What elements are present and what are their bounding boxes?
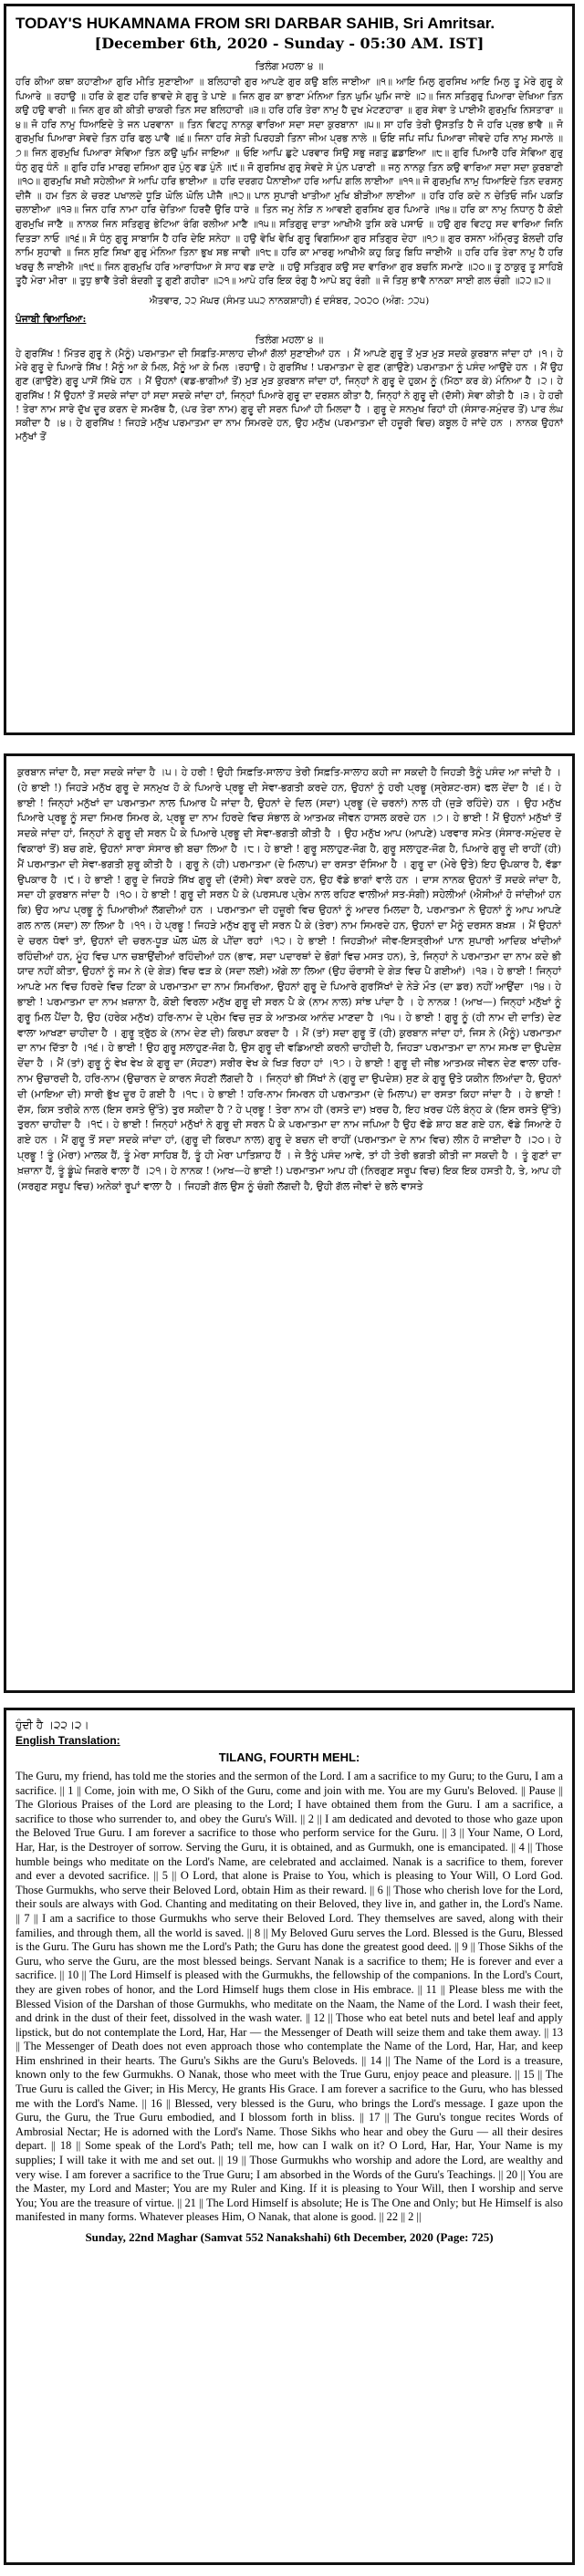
punjabi-explanation-panel — [4, 753, 575, 1693]
punjabi-date-line: ਐਤਵਾਰ, ੨੨ ਮੱਘਰ (ਸੰਮਤ ੫੫੨ ਨਾਨਕਸ਼ਾਹੀ) ੬ ਦਸੰਬਰ, ੨੦੨੦ (ਅੰਗ: ੭੨੫) — [149, 295, 430, 306]
punjabi-explanation-label: ਪੰਜਾਬੀ ਵਿਆਖਿਆ: — [16, 313, 87, 325]
punjabi-closing-line: ਹੁੰਦੀ ਹੈ ।੨੨।੨। — [16, 1719, 89, 1731]
english-translation-panel — [4, 1708, 575, 2565]
gurbani-text: ਹਰਿ ਕੀਆ ਕਥਾ ਕਹਾਣੀਆ ਗੁਰਿ ਮੀਤਿ ਸੁਣਾਈਆ ॥ ਬਲਿਹਾਰੀ ਗੁਰ ਆਪਣੇ ਗੁਰ ਕਉ ਬਲਿ ਜਾਈਆ ॥੧॥ ਆਇ ਮਿਲੁ ਗੁਰਸਿਖ ਆਇ ਮਿਲੁ ਤੂ ਮੇਰੇ ਗੁਰੂ ਕੇ ਪਿਆਰੇ ॥ ਰਹਾਉ ॥ ਹਰਿ ਕੇ ਗੁਣ ਹਰਿ ਭਾਵਦੇ ਸੇ ਗੁਰੂ ਤੇ ਪਾਏ ॥ ਜਿਨ ਗੁਰ ਕਾ ਭਾਣਾ ਮੰਨਿਆ ਤਿਨ ਘੁਮਿ ਘੁਮਿ ਜਾਏ ॥੨॥ ਜਿਨ ਸਤਿਗੁਰੁ ਪਿਆਰਾ ਦੇਖਿਆ ਤਿਨ ਕਉ ਹਉ ਵਾਰੀ ॥ ਜਿਨ ਗੁਰ ਕੀ ਕੀਤੀ ਚਾਕਰੀ ਤਿਨ ਸਦ ਬਲਿਹਾਰੀ ॥੩॥ ਹਰਿ ਹਰਿ ਤੇਰਾ ਨਾਮੁ ਹੈ ਦੁਖ ਮੇਟਣਹਾਰਾ ॥ ਗੁਰ ਸੇਵਾ ਤੇ ਪਾਈਐ ਗੁਰਮੁਖਿ ਨਿਸਤਾਰਾ ॥੪॥ ਜੋ ਹਰਿ ਨਾਮੁ ਧਿਆਇਦੇ ਤੇ ਜਨ ਪਰਵਾਨਾ ॥ ਤਿਨ ਵਿਟਹੁ ਨਾਨਕੁ ਵਾਰਿਆ ਸਦਾ ਸਦਾ ਕੁਰਬਾਨਾ ॥੫॥ ਸਾ ਹਰਿ ਤੇਰੀ ਉਸਤਤਿ ਹੈ ਜੋ ਹਰਿ ਪ੍ਰਭ ਭਾਵੈ ॥ ਜੋ ਗੁਰਮੁਖਿ ਪਿਆਰਾ ਸੇਵਦੇ ਤਿਨ ਹਰਿ ਫਲੁ ਪਾਵੈ ॥੬॥ ਜਿਨਾ ਹਰਿ ਸੇਤੀ ਪਿਰਹੜੀ ਤਿਨਾ ਜੀਅ ਪ੍ਰਭ ਨਾਲੇ ॥ ਓਇ ਜਪਿ ਜਪਿ ਪਿਆਰਾ ਜੀਵਦੇ ਹਰਿ ਨਾਮੁ ਸਮਾਲੇ ॥੭॥ ਜਿਨ ਗੁਰਮੁਖਿ ਪਿਆਰਾ ਸੇਵਿਆ ਤਿਨ ਕਉ ਘੁਮਿ ਜਾਇਆ ॥ ਓਇ ਆਪਿ ਛੁਟੇ ਪਰਵਾਰ ਸਿਉ ਸਭੁ ਜਗਤੁ ਛਡਾਇਆ ॥੮॥ ਗੁਰਿ ਪਿਆਰੈ ਹਰਿ ਸੇਵਿਆ ਗੁਰੁ ਧੰਨੁ ਗੁਰੁ ਧੰਨੋ ॥ ਗੁਰਿ ਹਰਿ ਮਾਰਗੁ ਦਸਿਆ ਗੁਰ ਪੁੰਨੁ ਵਡ ਪੁੰਨੋ ॥੯॥ ਜੋ ਗੁਰਸਿਖ ਗੁਰੁ ਸੇਵਦੇ ਸੇ ਪੁੰਨ ਪਰਾਣੀ ॥ ਜਨੁ ਨਾਨਕੁ ਤਿਨ ਕਉ ਵਾਰਿਆ ਸਦਾ ਸਦਾ ਕੁਰਬਾਣੀ ॥੧੦॥ ਗੁਰਮੁਖਿ ਸਖੀ ਸਹੇਲੀਆ ਸੇ ਆਪਿ ਹਰਿ ਭਾਈਆ ॥ ਹਰਿ ਦਰਗਹ ਪੈਨਾਈਆ ਹਰਿ ਆਪਿ ਗਲਿ ਲਾਈਆ ॥੧੧॥ ਜੋ ਗੁਰਮੁਖਿ ਨਾਮੁ ਧਿਆਇਦੇ ਤਿਨ ਦਰਸਨੁ ਦੀਜੈ ॥ ਹਮ ਤਿਨ ਕੇ ਚਰਣ ਪਖਾਲਦੇ ਧੂੜਿ ਘੋਲਿ ਘੋਲਿ ਪੀਜੈ ॥੧੨॥ ਪਾਨ ਸੁਪਾਰੀ ਖਾਤੀਆ ਮੁਖਿ ਬੀੜੀਆ ਲਾਈਆ ॥ ਹਰਿ ਹਰਿ ਕਦੇ ਨ ਚੇਤਿਓ ਜਮਿ ਪਕੜਿ ਚਲਾਈਆ ॥੧੩॥ ਜਿਨ ਹਰਿ ਨਾਮਾ ਹਰਿ ਚੇਤਿਆ ਹਿਰਦੈ ਉਰਿ ਧਾਰੇ ॥ ਤਿਨ ਜਮੁ ਨੇੜਿ ਨ ਆਵਈ ਗੁਰਸਿਖ ਗੁਰ ਪਿਆਰੇ ॥੧੪॥ ਹਰਿ ਕਾ ਨਾਮੁ ਨਿਧਾਨੁ ਹੈ ਕੋਈ ਗੁਰਮੁਖਿ ਜਾਣੈ ॥ ਨਾਨਕ ਜਿਨ ਸਤਿਗੁਰੁ ਭੇਟਿਆ ਰੰਗਿ ਰਲੀਆ ਮਾਣੈ ॥੧੫॥ ਸਤਿਗੁਰੁ ਦਾਤਾ ਆਖੀਐ ਤੁਸਿ ਕਰੇ ਪਸਾਓ ॥ ਹਉ ਗੁਰ ਵਿਟਹੁ ਸਦ ਵਾਰਿਆ ਜਿਨਿ ਦਿਤੜਾ ਨਾਓ ॥੧੬॥ ਸੋ ਧੰਨੁ ਗੁਰੂ ਸਾਬਾਸਿ ਹੈ ਹਰਿ ਦੇਇ ਸਨੇਹਾ ॥ ਹਉ ਵੇਖਿ ਵੇਖਿ ਗੁਰੂ ਵਿਗਸਿਆ ਗੁਰ ਸਤਿਗੁਰ ਦੇਹਾ ॥੧੭॥ ਗੁਰ ਰਸਨਾ ਅੰਮ੍ਰਿਤੁ ਬੋਲਦੀ ਹਰਿ ਨਾਮਿ ਸੁਹਾਵੀ ॥ ਜਿਨ ਸੁਣਿ ਸਿਖਾ ਗੁਰੁ ਮੰਨਿਆ ਤਿਨਾ ਭੁਖ ਸਭ ਜਾਵੀ ॥੧੮॥ ਹਰਿ ਕਾ ਮਾਰਗੁ ਆਖੀਐ ਕਹੁ ਕਿਤੁ ਬਿਧਿ ਜਾਈਐ ॥ ਹਰਿ ਹਰਿ ਤੇਰਾ ਨਾਮੁ ਹੈ ਹਰਿ ਖਰਚੁ ਲੈ ਜਾਈਐ ॥੧੯॥ ਜਿਨ ਗੁਰਮੁਖਿ ਹਰਿ ਆਰਾਧਿਆ ਸੇ ਸਾਹ ਵਡ ਦਾਣੇ ॥ ਹਉ ਸਤਿਗੁਰ ਕਉ ਸਦ ਵਾਰਿਆ ਗੁਰ ਬਚਨਿ ਸਮਾਣੇ ॥੨੦॥ ਤੂ ਠਾਕੁਰੁ ਤੂ ਸਾਹਿਬੋ ਤੂਹੈ ਮੇਰਾ ਮੀਰਾ ॥ ਤੁਧੁ ਭਾਵੈ ਤੇਰੀ ਬੰਦਗੀ ਤੂ ਗੁਣੀ ਗਹੀਰਾ ॥੨੧॥ ਆਪੇ ਹਰਿ ਇਕ ਰੰਗੁ ਹੈ ਆਪੇ ਬਹੁ ਰੰਗੀ ॥ ਜੋ ਤਿਸੁ ਭਾਵੈ ਨਾਨਕਾ ਸਾਈ ਗਲ ਚੰਗੀ ॥੨੨॥੨॥ — [16, 77, 563, 287]
punjabi-raag-heading: ਤਿਲੰਗ ਮਹਲਾ ੪ ॥ — [255, 333, 324, 346]
punjabi-explanation-part2: ਕੁਰਬਾਨ ਜਾਂਦਾ ਹੈ, ਸਦਾ ਸਦਕੇ ਜਾਂਦਾ ਹੈ ।੫। ਹੇ ਹਰੀ ! ਉਹੀ ਸਿਫ਼ਤਿ-ਸਾਲਾਹ ਤੇਰੀ ਸਿਫ਼ਤਿ-ਸਾਲਾਹ ਕਹੀ ਜਾ ਸਕਦੀ ਹੈ ਜਿਹੜੀ ਤੈਨੂੰ ਪਸੰਦ ਆ ਜਾਂਦੀ ਹੈ । (ਹੇ ਭਾਈ !) ਜਿਹੜੇ ਮਨੁੱਖ ਗੁਰੂ ਦੇ ਸਨਮੁਖ ਹੋ ਕੇ ਪਿਆਰੇ ਪ੍ਰਭੂ ਦੀ ਸੇਵਾ-ਭਗਤੀ ਕਰਦੇ ਹਨ, ਉਹਨਾਂ ਨੂੰ ਹਰੀ ਪ੍ਰਭੂ (ਸ੍ਰੇਸ਼ਟ-ਰਸ) ਫਲ ਦੇਂਦਾ ਹੈ ।੬। ਹੇ ਭਾਈ ! ਜਿਨ੍ਹਾਂ ਮਨੁੱਖਾਂ ਦਾ ਪਰਮਾਤਮਾ ਨਾਲ ਪਿਆਰ ਪੈ ਜਾਂਦਾ ਹੈ, ਉਹਨਾਂ ਦੇ ਦਿਲ (ਸਦਾ) ਪ੍ਰਭੂ (ਦੇ ਚਰਨਾਂ) ਨਾਲ ਹੀ (ਜੁੜੇ ਰਹਿੰਦੇ) ਹਨ । ਉਹ ਮਨੁੱਖ ਪਿਆਰੇ ਪ੍ਰਭੂ ਨੂੰ ਸਦਾ ਸਿਮਰ ਸਿਮਰ ਕੇ, ਪ੍ਰਭੂ ਦਾ ਨਾਮ ਹਿਰਦੇ ਵਿਚ ਸੰਭਾਲ ਕੇ ਆਤਮਕ ਜੀਵਨ ਹਾਸਲ ਕਰਦੇ ਹਨ ।੭। ਹੇ ਭਾਈ ! ਮੈਂ ਉਹਨਾਂ ਮਨੁੱਖਾਂ ਤੋਂ ਸਦਕੇ ਜਾਂਦਾ ਹਾਂ, ਜਿਨ੍ਹਾਂ ਨੇ ਗੁਰੂ ਦੀ ਸਰਨ ਪੈ ਕੇ ਪਿਆਰੇ ਪ੍ਰਭੂ ਦੀ ਸੇਵਾ-ਭਗਤੀ ਕੀਤੀ ਹੈ । ਉਹ ਮਨੁੱਖ ਆਪ (ਆਪਣੇ) ਪਰਵਾਰ ਸਮੇਤ (ਸੰਸਾਰ-ਸਮੁੰਦਰ ਦੇ ਵਿਕਾਰਾਂ ਤੋਂ) ਬਚ ਗਏ, ਉਹਨਾਂ ਸਾਰਾ ਸੰਸਾਰ ਭੀ ਬਚਾ ਲਿਆ ਹੈ ।੮। ਹੇ ਭਾਈ ! ਗੁਰੂ ਸਲਾਹੁਣ-ਜੋਗ ਹੈ, ਗੁਰੂ ਸਲਾਹੁਣ-ਜੋਗ ਹੈ, ਪਿਆਰੇ ਗੁਰੂ ਦੀ ਰਾਹੀਂ (ਹੀ) ਮੈਂ ਪਰਮਾਤਮਾ ਦੀ ਸੇਵਾ-ਭਗਤੀ ਸ਼ੁਰੂ ਕੀਤੀ ਹੈ । ਗੁਰੂ ਨੇ (ਹੀ) ਪਰਮਾਤਮਾ (ਦੇ ਮਿਲਾਪ) ਦਾ ਰਸਤਾ ਦੱਸਿਆ ਹੈ । ਗੁਰੂ ਦਾ (ਮੇਰੇ ਉਤੇ) ਇਹ ਉਪਕਾਰ ਹੈ, ਵੱਡਾ ਉਪਕਾਰ ਹੈ ।੯। ਹੇ ਭਾਈ ! ਗੁਰੂ ਦੇ ਜਿਹੜੇ ਸਿੱਖ ਗੁਰੂ ਦੀ (ਦੱਸੀ) ਸੇਵਾ ਕਰਦੇ ਹਨ, ਉਹ ਵੱਡੇ ਭਾਗਾਂ ਵਾਲੇ ਹਨ । ਦਾਸ ਨਾਨਕ ਉਹਨਾਂ ਤੋਂ ਸਦਕੇ ਜਾਂਦਾ ਹੈ, ਸਦਾ ਹੀ ਕੁਰਬਾਨ ਜਾਂਦਾ ਹੈ ।੧੦। ਹੇ ਭਾਈ ! ਗੁਰੂ ਦੀ ਸਰਨ ਪੈ ਕੇ (ਪਰਸਪਰ ਪ੍ਰੇਮ ਨਾਲ ਰਹਿਣ ਵਾਲੀਆਂ ਸਤ-ਸੰਗੀ) ਸਹੇਲੀਆਂ (ਐਸੀਆਂ ਹੋ ਜਾਂਦੀਆਂ ਹਨ ਕਿ) ਉਹ ਆਪ ਪ੍ਰਭੂ ਨੂੰ ਪਿਆਰੀਆਂ ਲੱਗਦੀਆਂ ਹਨ । ਪਰਮਾਤਮਾ ਦੀ ਹਜ਼ੂਰੀ ਵਿਚ ਉਹਨਾਂ ਨੂੰ ਆਦਰ ਮਿਲਦਾ ਹੈ, ਪਰਮਾਤਮਾ ਨੇ ਉਹਨਾਂ ਨੂੰ ਆਪ ਆਪਣੇ ਗਲ ਨਾਲ (ਸਦਾ) ਲਾ ਲਿਆ ਹੈ ।੧੧। ਹੇ ਪ੍ਰਭੂ ! ਜਿਹੜੇ ਮਨੁੱਖ ਗੁਰੂ ਦੀ ਸਰਨ ਪੈ ਕੇ (ਤੇਰਾ) ਨਾਮ ਸਿਮਰਦੇ ਹਨ, ਉਹਨਾਂ ਦਾ ਮੈਨੂੰ ਦਰਸਨ ਬਖ਼ਸ਼ । ਮੈਂ ਉਹਨਾਂ ਦੇ ਚਰਨ ਧੋਵਾਂ ਤਾਂ, ਉਹਨਾਂ ਦੀ ਚਰਨ-ਧੂੜ ਘੋਲ ਘੋਲ ਕੇ ਪੀਂਦਾ ਰਹਾਂ ।੧੨। ਹੇ ਭਾਈ ! ਜਿਹੜੀਆਂ ਜੀਵ-ਇਸਤ੍ਰੀਆਂ ਪਾਨ ਸੁਪਾਰੀ ਆਦਿਕ ਖਾਂਦੀਆਂ ਰਹਿੰਦੀਆਂ ਹਨ, ਮੂੰਹ ਵਿਚ ਪਾਨ ਚਬਾਉਂਦੀਆਂ ਰਹਿੰਦੀਆਂ ਹਨ (ਭਾਵ, ਸਦਾ ਪਦਾਰਥਾਂ ਦੇ ਭੋਗਾਂ ਵਿਚ ਮਸਤ ਹਨ), ਤੇ, ਜਿਨ੍ਹਾਂ ਨੇ ਪਰਮਾਤਮਾ ਦਾ ਨਾਮ ਕਦੇ ਭੀ ਯਾਦ ਨਹੀਂ ਕੀਤਾ, ਉਹਨਾਂ ਨੂੰ ਜਮ ਨੇ (ਦੇ ਗੇੜ) ਵਿਚ ਫੜ ਕੇ (ਸਦਾ ਲਈ) ਅੱਗੇ ਲਾ ਲਿਆ (ਉਹ ਚੌਰਾਸੀ ਦੇ ਗੇੜ ਵਿਚ ਪੈ ਗਈਆਂ) ।੧੩। ਹੇ ਭਾਈ ! ਜਿਨ੍ਹਾਂ ਆਪਣੇ ਮਨ ਵਿਚ ਹਿਰਦੇ ਵਿਚ ਟਿਕਾ ਕੇ ਪਰਮਾਤਮਾ ਦਾ ਨਾਮ ਸਿਮਰਿਆ, ਉਹਨਾਂ ਗੁਰੂ ਦੇ ਪਿਆਰੇ ਗੁਰਸਿੱਖਾਂ ਦੇ ਨੇੜੇ ਮੌਤ (ਦਾ ਡਰ) ਨਹੀਂ ਆਉਂਦਾ ।੧੪। ਹੇ ਭਾਈ ! ਪਰਮਾਤਮਾ ਦਾ ਨਾਮ ਖ਼ਜ਼ਾਨਾ ਹੈ, ਕੋਈ ਵਿਰਲਾ ਮਨੁੱਖ ਗੁਰੂ ਦੀ ਸਰਨ ਪੈ ਕੇ (ਨਾਮ ਨਾਲ) ਸਾਂਝ ਪਾਂਦਾ ਹੈ । ਹੇ ਨਾਨਕ ! (ਆਖ—) ਜਿਨ੍ਹਾਂ ਮਨੁੱਖਾਂ ਨੂੰ ਗੁਰੂ ਮਿਲ ਪੈਂਦਾ ਹੈ, ਉਹ (ਹਰੇਕ ਮਨੁੱਖ) ਹਰਿ-ਨਾਮ ਦੇ ਪ੍ਰੇਮ ਵਿਚ ਜੁੜ ਕੇ ਆਤਮਕ ਆਨੰਦ ਮਾਣਦਾ ਹੈ ।੧੫। ਹੇ ਭਾਈ ! ਗੁਰੂ ਨੂੰ (ਹੀ ਨਾਮ ਦੀ ਦਾਤਿ) ਦੇਣ ਵਾਲਾ ਆਖਣਾ ਚਾਹੀਦਾ ਹੈ । ਗੁਰੂ ਤ੍ਰੁੱਠ ਕੇ (ਨਾਮ ਦੇਣ ਦੀ) ਕਿਰਪਾ ਕਰਦਾ ਹੈ । ਮੈਂ (ਤਾਂ) ਸਦਾ ਗੁਰੂ ਤੋਂ (ਹੀ) ਕੁਰਬਾਨ ਜਾਂਦਾ ਹਾਂ, ਜਿਸ ਨੇ (ਮੈਨੂੰ) ਪਰਮਾਤਮਾ ਦਾ ਨਾਮ ਦਿੱਤਾ ਹੈ ।੧੬। ਹੇ ਭਾਈ ! ਉਹ ਗੁਰੂ ਸਲਾਹੁਣ-ਜੋਗ ਹੈ, ਉਸ ਗੁਰੂ ਦੀ ਵਡਿਆਈ ਕਰਨੀ ਚਾਹੀਦੀ ਹੈ, ਜਿਹੜਾ ਪਰਮਾਤਮਾ ਦਾ ਨਾਮ ਸਮਝ ਦਾ ਉਪਦੇਸ਼ ਦੇਂਦਾ ਹੈ । ਮੈਂ (ਤਾਂ) ਗੁਰੂ ਨੂੰ ਵੇਖ ਵੇਖ ਕੇ ਗੁਰੂ ਦਾ (ਸੋਹਣਾ) ਸਰੀਰ ਵੇਖ ਕੇ ਖਿੜ ਰਿਹਾ ਹਾਂ ।੧੭। ਹੇ ਭਾਈ ! ਗੁਰੂ ਦੀ ਜੀਭ ਆਤਮਕ ਜੀਵਨ ਦੇਣ ਵਾਲਾ ਹਰਿ-ਨਾਮ ਉਚਾਰਦੀ ਹੈ, ਹਰਿ-ਨਾਮ (ਉਚਾਰਨ ਦੇ ਕਾਰਨ ਸੋਹਣੀ ਲੱਗਦੀ ਹੈ । ਜਿਨ੍ਹਾਂ ਭੀ ਸਿੱਖਾਂ ਨੇ (ਗੁਰੂ ਦਾ ਉਪਦੇਸ਼) ਸੁਣ ਕੇ ਗੁਰੂ ਉਤੇ ਯਕੀਨ ਲਿਆਂਦਾ ਹੈ, ਉਹਨਾਂ ਦੀ (ਮਾਇਆ ਦੀ) ਸਾਰੀ ਭੁੱਖ ਦੂਰ ਹੋ ਗਈ ਹੈ ।੧੮। ਹੇ ਭਾਈ ! ਹਰਿ-ਨਾਮ ਸਿਮਰਨ ਹੀ ਪਰਮਾਤਮਾ (ਦੇ ਮਿਲਾਪ) ਦਾ ਰਸਤਾ ਕਿਹਾ ਜਾਂਦਾ ਹੈ । ਹੇ ਭਾਈ ! ਦੱਸ, ਕਿਸ ਤਰੀਕੇ ਨਾਲ (ਇਸ ਰਸਤੇ ਉੱਤੇ) ਤੁਰ ਸਕੀਦਾ ਹੈ ? ਹੇ ਪ੍ਰਭੂ ! ਤੇਰਾ ਨਾਮ ਹੀ (ਰਸਤੇ ਦਾ) ਖ਼ਰਚ ਹੈ, ਇਹ ਖ਼ਰਚ ਪੱਲੇ ਬੰਨ੍ਹ ਕੇ (ਇਸ ਰਸਤੇ ਉੱਤੇ) ਤੁਰਨਾ ਚਾਹੀਦਾ ਹੈ ।੧੯। ਹੇ ਭਾਈ ! ਜਿਨ੍ਹਾਂ ਮਨੁੱਖਾਂ ਨੇ ਗੁਰੂ ਦੀ ਸਰਨ ਪੈ ਕੇ ਪਰਮਾਤਮਾ ਦਾ ਨਾਮ ਜਪਿਆ ਹੈ ਉਹ ਵੱਡੇ ਸ਼ਾਹ ਬਣ ਗਏ ਹਨ, ਵੱਡੇ ਸਿਆਣੇ ਹੋ ਗਏ ਹਨ । ਮੈਂ ਗੁਰੂ ਤੋਂ ਸਦਾ ਸਦਕੇ ਜਾਂਦਾ ਹਾਂ, (ਗੁਰੂ ਦੀ ਕਿਰਪਾ ਨਾਲ) ਗੁਰੂ ਦੇ ਬਚਨ ਦੀ ਰਾਹੀਂ (ਪਰਮਾਤਮਾ ਦੇ ਨਾਮ ਵਿਚ) ਲੀਨ ਹੋ ਜਾਈਦਾ ਹੈ ।੨੦। ਹੇ ਪ੍ਰਭੂ ! ਤੂੰ (ਮੇਰਾ) ਮਾਲਕ ਹੈਂ, ਤੂੰ ਮੇਰਾ ਸਾਹਿਬ ਹੈਂ, ਤੂੰ ਹੀ ਮੇਰਾ ਪਾਤਿਸ਼ਾਹ ਹੈਂ । ਜੇ ਤੈਨੂੰ ਪਸੰਦ ਆਵੇ, ਤਾਂ ਹੀ ਤੇਰੀ ਭਗਤੀ ਕੀਤੀ ਜਾ ਸਕਦੀ ਹੈ । ਤੂੰ ਗੁਣਾਂ ਦਾ ਖ਼ਜ਼ਾਨਾ ਹੈਂ, ਤੂੰ ਡੂੰਘੇ ਜਿਗਰੇ ਵਾਲਾ ਹੈਂ ।੨੧। ਹੇ ਨਾਨਕ ! (ਆਖ—ਹੇ ਭਾਈ !) ਪਰਮਾਤਮਾ ਆਪ ਹੀ (ਨਿਰਗੁਣ ਸਰੂਪ ਵਿਚ) ਇਕ ਇਕ ਹਸਤੀ ਹੈ, ਤੇ, ਆਪ ਹੀ (ਸਰਗੁਣ ਸਰੂਪ ਵਿਚ) ਅਨੇਕਾਂ ਰੂਪਾਂ ਵਾਲਾ ਹੈ । ਜਿਹੜੀ ਗੱਲ ਉਸ ਨੂੰ ਚੰਗੀ ਲੱਗਦੀ ਹੈ, ਉਹੀ ਗੱਲ ਜੀਵਾਂ ਦੇ ਭਲੇ ਵਾਸਤੇ — [17, 766, 561, 1192]
english-footer-date: Sunday, 22nd Maghar (Samvat 552 Nanakshahi) 6th December, 2020 (Page: 725) — [85, 2230, 494, 2244]
raag-heading: ਤਿਲੰਗ ਮਹਲਾ ੪ ॥ — [255, 60, 324, 72]
gurbani-panel — [4, 4, 575, 735]
punjabi-explanation-part1: ਹੇ ਗੁਰਸਿੱਖ ! ਮਿੱਤਰ ਗੁਰੂ ਨੇ (ਮੈਨੂੰ) ਪਰਮਾਤਮਾ ਦੀ ਸਿਫ਼ਤਿ-ਸਾਲਾਹ ਦੀਆਂ ਗੱਲਾਂ ਸੁਣਾਈਆਂ ਹਨ । ਮੈਂ ਆਪਣੇ ਗੁਰੂ ਤੋਂ ਮੁੜ ਮੁੜ ਸਦਕੇ ਕੁਰਬਾਨ ਜਾਂਦਾ ਹਾਂ ।੧। ਹੇ ਮੇਰੇ ਗੁਰੂ ਦੇ ਪਿਆਰੇ ਸਿੱਖ ! ਮੈਨੂੰ ਆ ਕੇ ਮਿਲ, ਮੈਨੂੰ ਆ ਕੇ ਮਿਲ ।ਰਹਾਉ। ਹੇ ਗੁਰਸਿੱਖ ! ਪਰਮਾਤਮਾ ਦੇ ਗੁਣ (ਗਾਉਣੇ) ਪਰਮਾਤਮਾ ਨੂੰ ਪਸੰਦ ਆਉਂਦੇ ਹਨ । ਮੈਂ ਉਹ ਗੁਣ (ਗਾਉਣੇ) ਗੁਰੂ ਪਾਸੋਂ ਸਿੱਖੇ ਹਨ । ਮੈਂ ਉਹਨਾਂ (ਵਡ-ਭਾਗੀਆਂ ਤੋਂ) ਮੁੜ ਮੁੜ ਕੁਰਬਾਨ ਜਾਂਦਾ ਹਾਂ, ਜਿਨ੍ਹਾਂ ਨੇ ਗੁਰੂ ਦੇ ਹੁਕਮ ਨੂੰ (ਮਿੱਠਾ ਕਰ ਕੇ) ਮੰਨਿਆ ਹੈ ।੨। ਹੇ ਗੁਰਸਿੱਖ ! ਮੈਂ ਉਹਨਾਂ ਤੋਂ ਸਦਕੇ ਜਾਂਦਾ ਹਾਂ ਸਦਾ ਸਦਕੇ ਜਾਂਦਾ ਹਾਂ, ਜਿਨ੍ਹਾਂ ਪਿਆਰੇ ਗੁਰੂ ਦਾ ਦਰਸ਼ਨ ਕੀਤਾ ਹੈ, ਜਿਨ੍ਹਾਂ ਨੇ ਗੁਰੂ ਦੀ (ਦੱਸੀ) ਸੇਵਾ ਕੀਤੀ ਹੈ ।੩। ਹੇ ਹਰੀ ! ਤੇਰਾ ਨਾਮ ਸਾਰੇ ਦੁੱਖ ਦੂਰ ਕਰਨ ਦੇ ਸਮਰੱਥ ਹੈ, (ਪਰ ਤੇਰਾ ਨਾਮ) ਗੁਰੂ ਦੀ ਸਰਨ ਪਿਆਂ ਹੀ ਮਿਲਦਾ ਹੈ । ਗੁਰੂ ਦੇ ਸਨਮੁਖ ਰਿਹਾਂ ਹੀ (ਸੰਸਾਰ-ਸਮੁੰਦਰ ਤੋਂ) ਪਾਰ ਲੰਘ ਸਕੀਦਾ ਹੈ ।੪। ਹੇ ਗੁਰਸਿੱਖ ! ਜਿਹੜੇ ਮਨੁੱਖ ਪਰਮਾਤਮਾ ਦਾ ਨਾਮ ਸਿਮਰਦੇ ਹਨ, ਉਹ ਮਨੁੱਖ (ਪਰਮਾਤਮਾ ਦੀ ਹਜ਼ੂਰੀ ਵਿਚ) ਕਬੂਲ ਹੋ ਜਾਂਦੇ ਹਨ । ਨਾਨਕ ਉਹਨਾਂ ਮਨੁੱਖਾਂ ਤੋਂ — [16, 348, 564, 443]
english-translation-text: The Guru, my friend, has told me the stories and the sermon of the Lord. I am a sacrifice to my Guru; to the Guru, I am a sacrifice. || 1 || Come, join with me, O Sikh of the Guru, come and join with me. You are my Guru's Beloved. || Pause || The Glorious Praises of the Lord are pleasing to the Lord; I have obtained them from the Guru. I am a sacrifice, a sacrifice to those who surrender to, and obey the Guru's Will. || 2 || I am dedicated and devoted to those who gaze upon the Beloved True Guru. I am forever a sacrifice to those who perform service for the Guru. || 3 || Your Name, O Lord, Har, Har, is the Destroyer of sorrow. Serving the Guru, it is obtained, and as Gurmukh, one is emancipated. || 4 || Those humble beings who meditate on the Lord's Name, are celebrated and acclaimed. Nanak is a sacrifice to them, forever and ever a devoted sacrifice. || 5 || O Lord, that alone is Praise to You, which is pleasing to Your Will, O Lord God. Those Gurmukhs, who serve their Beloved Lord, obtain Him as their reward. || 6 || Those who cherish love for the Lord, their souls are always with God. Chanting and meditating on their Beloved, they live in, and gather in, the Lord's Name. || 7 || I am a sacrifice to those Gurmukhs who serve their Beloved Lord. They themselves are saved, along with their families, and through them, all the world is saved. || 8 || My Beloved Guru serves the Lord. Blessed is the Guru, Blessed is the Guru. The Guru has shown me the Lord's Path; the Guru has done the greatest good deed. || 9 || Those Sikhs of the Guru, who serve the Guru, are the most blessed beings. Servant Nanak is a sacrifice to them; He is forever and ever a sacrifice. || 10 || The Lord Himself is pleased with the Gurmukhs, the fellowship of the companions. In the Lord's Court, they are given robes of honor, and the Lord Himself hugs them close in His embrace. || 11 || Please bless me with the Blessed Vision of the Darshan of those Gurmukhs, who meditate on the Naam, the Name of the Lord. I wash their feet, and drink in the dust of their feet, dissolved in the wash water. || 12 || Those who eat betel nuts and betel leaf and apply lipstick, but do not contemplate the Lord, Har, Har — the Messenger of Death will seize them and take them away. || 13 || The Messenger of Death does not even approach those who contemplate the Name of the Lord, Har, Har, and keep Him enshrined in their hearts. The Guru's Sikhs are the Guru's Beloveds. || 14 || The Name of the Lord is a treasure, known only to the few Gurmukhs. O Nanak, those who meet with the True Guru, enjoy peace and pleasure. || 15 || The True Guru is called the Giver; in His Mercy, He grants His Grace. I am forever a sacrifice to the Guru, who has blessed me with the Lord's Name. || 16 || Blessed, very blessed is the Guru, who brings the Lord's message. I gaze upon the Guru, the Guru, the True Guru embodied, and I blossom forth in bliss. || 17 || The Guru's tongue recites Words of Ambrosial Nectar; He is adorned with the Lord's Name. Those Sikhs who hear and obey the Guru — all their desires depart. || 18 || Some speak of the Lord's Path; tell me, how can I walk on it? O Lord, Har, Har, Your Name is my supplies; I will take it with me and set out. || 19 || Those Gurmukhs who worship and adore the Lord, are wealthy and very wise. I am forever a sacrifice to the True Guru; I am absorbed in the Words of the Guru's Teachings. || 20 || You are the Master, my Lord and Master; You are my Ruler and King. If it is pleasing to Your Will, then I worship and serve You; You are the treasure of virtue. || 21 || The Lord Himself is absolute; He is The One and Only; but He Himself is also manifested in many forms. Whatever pleases Him, O Nanak, that alone is good. || 22 || 2 || — [16, 1770, 563, 2224]
english-heading: TILANG, FOURTH MEHL: — [218, 1750, 360, 1764]
page-title: TODAY'S HUKAMNAMA FROM SRI DARBAR SAHIB, Sri Amritsar. — [16, 15, 495, 32]
date-line: [December 6th, 2020 - Sunday - 05:30 AM. IST] — [94, 35, 485, 52]
english-translation-label: English Translation: — [16, 1734, 120, 1747]
